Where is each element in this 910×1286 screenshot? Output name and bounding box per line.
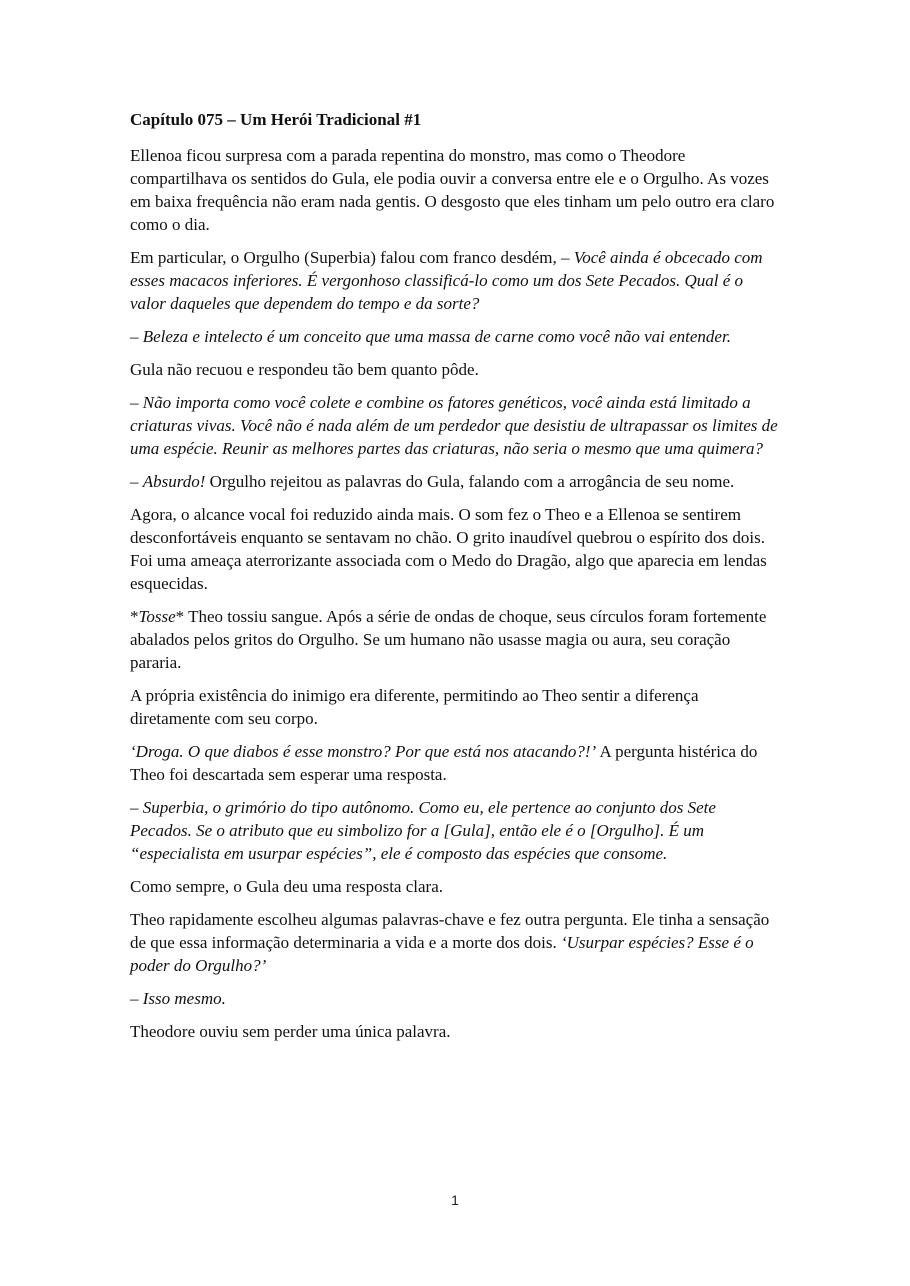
text-run: Gula não recuou e respondeu tão bem quanto pôde. — [130, 360, 479, 379]
paragraph — [130, 684, 782, 730]
paragraph — [130, 503, 782, 595]
italic-text-run: – Isso mesmo. — [130, 989, 226, 1008]
paragraph — [130, 605, 782, 674]
paragraph — [130, 796, 782, 865]
document-page — [130, 108, 782, 1053]
text-run: Ellenoa ficou surpresa com a parada repentina do monstro, mas como o Theodore compartilhava os sentidos do Gula, ele podia ouvir a conversa entre ele e o Orgulho. As vozes em baixa frequência não eram nada gentis. O desgosto que eles tinham um pelo outro era claro como o dia. — [130, 146, 775, 234]
text-run: – — [130, 472, 143, 491]
text-run: Theodore ouviu sem perder uma única palavra. — [130, 1022, 451, 1041]
italic-text-run: – Não importa como você colete e combine os fatores genéticos, você ainda está limitado a criaturas vivas. Você não é nada além de um perdedor que desistiu de ultrapassar os limites de uma espécie. Reunir as melhores partes das criaturas, não seria o mesmo que uma quimera? — [130, 393, 778, 458]
text-run: Theo rapidamente escolheu algumas palavras-chave e fez outra pergunta. Ele tinha a sensação de que essa informação determinaria a vida e a morte dos dois. — [130, 910, 770, 952]
italic-text-run: ‘Usurpar espécies? Esse é o poder do Orgulho?’ — [130, 933, 754, 975]
text-run: Orgulho rejeitou as palavras do Gula, falando com a arrogância de seu nome. — [205, 472, 735, 491]
paragraph — [130, 246, 782, 315]
paragraph — [130, 144, 782, 236]
paragraph — [130, 470, 782, 493]
paragraph — [130, 391, 782, 460]
chapter-title: Capítulo 075 – Um Herói Tradicional #1 — [130, 110, 422, 129]
paragraph — [130, 358, 782, 381]
italic-text-run: – Superbia, o grimório do tipo autônomo. Como eu, ele pertence ao conjunto dos Sete Pecados. Se o atributo que eu simbolizo for a [Gula], então ele é o [Orgulho]. É um “especialista em usurpar espécies”, ele é composto das espécies que consome. — [130, 798, 716, 863]
text-run: Em particular, o Orgulho (Superbia) falou com franco desdém, – — [130, 248, 574, 267]
text-run: * Theo tossiu sangue. Após a série de ondas de choque, seus círculos foram fortemente abalados pelos gritos do Orgulho. Se um humano não usasse magia ou aura, seu coração pararia. — [130, 607, 767, 672]
text-run: A própria existência do inimigo era diferente, permitindo ao Theo sentir a diferença diretamente com seu corpo. — [130, 686, 699, 728]
text-run: * — [130, 607, 139, 626]
paragraph — [130, 987, 782, 1010]
italic-text-run: Absurdo! — [142, 472, 206, 491]
page-number: 1 — [451, 1192, 459, 1208]
italic-text-run: ‘Droga. O que diabos é esse monstro? Por que está nos atacando?!’ — [130, 742, 597, 761]
italic-text-run: Tosse — [138, 607, 176, 626]
text-run: A pergunta histérica do Theo foi descartada sem esperar uma resposta. — [130, 742, 758, 784]
text-run: Como sempre, o Gula deu uma resposta clara. — [130, 877, 443, 896]
paragraph — [130, 325, 782, 348]
paragraph — [130, 1020, 782, 1043]
italic-text-run: – Beleza e intelecto é um conceito que uma massa de carne como você não vai entender. — [130, 327, 731, 346]
paragraph — [130, 740, 782, 786]
paragraph — [130, 908, 782, 977]
italic-text-run: Você ainda é obcecado com esses macacos inferiores. É vergonhoso classificá-lo como um dos Sete Pecados. Qual é o valor daqueles que dependem do tempo e da sorte? — [130, 248, 763, 313]
text-run: Agora, o alcance vocal foi reduzido ainda mais. O som fez o Theo e a Ellenoa se sentirem desconfortáveis enquanto se sentavam no chão. O grito inaudível quebrou o espírito dos dois. Foi uma ameaça aterrorizante associada com o Medo do Dragão, algo que aparecia em lendas esquecidas. — [130, 505, 767, 593]
document-body — [130, 144, 782, 1043]
paragraph — [130, 875, 782, 898]
